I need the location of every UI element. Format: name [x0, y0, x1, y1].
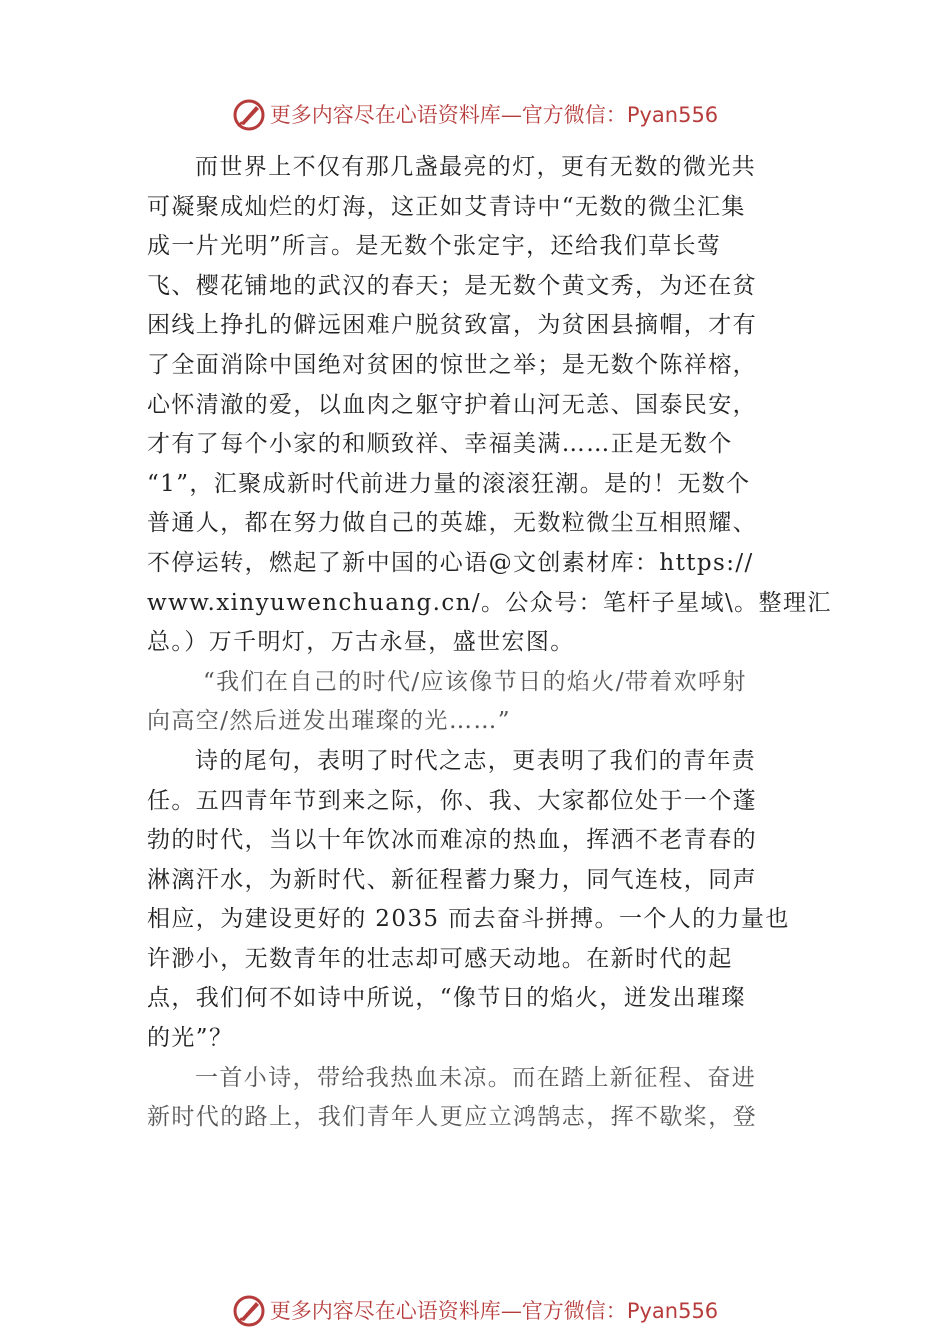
banner-wechat-id: Pyan556: [626, 103, 719, 127]
banner-dash: —: [500, 103, 522, 127]
text-line: 成一片光明”所言。是无数个张定宇，还给我们草长莺: [147, 233, 722, 260]
text-line: 新时代的路上，我们青年人更应立鸿鹄志，挥不歇桨，登: [147, 1104, 757, 1131]
quill-logo-icon: [232, 98, 266, 132]
text-line: 勃的时代，当以十年饮冰而难凉的热血，挥洒不老青春的: [147, 827, 757, 854]
text-line: 才有了每个小家的和顺致祥、幸福美满……正是无数个: [147, 431, 733, 458]
text-line: 的光”？: [147, 1025, 234, 1052]
text-line: “我们在自己的时代/应该像节日的焰火/带着欢呼射: [203, 668, 747, 695]
banner-sub-text: 官方微信：: [521, 1299, 627, 1323]
text-line: 飞、樱花铺地的武汉的春天；是无数个黄文秀，为还在贫: [147, 272, 757, 299]
footer-banner: [0, 1294, 950, 1328]
text-line: 一首小诗，带给我热血未凉。而在踏上新征程、奋进: [195, 1064, 757, 1091]
paragraph-3: [147, 742, 807, 1059]
text-line: 普通人，都在努力做自己的英雄，无数粒微尘互相照耀、: [147, 510, 757, 537]
text-line: 而世界上不仅有那几盏最亮的灯，更有无数的微光共: [195, 154, 757, 180]
article-body: [147, 148, 832, 1138]
text-line: 点，我们何不如诗中所说，“像节日的焰火，迸发出璀璨: [147, 985, 746, 1012]
text-line: www.xinyuwenchuang.cn/。公众号：笔杆子星域\。整理汇: [147, 589, 832, 616]
text-line: 心怀清澈的爱，以血肉之躯守护着山河无恙、国泰民安，: [147, 391, 757, 418]
banner-dash: —: [500, 1299, 522, 1323]
text-line: 困线上挣扎的僻远困难户脱贫致富，为贫困县摘帽，才有: [147, 312, 757, 339]
paragraph-1: [147, 148, 832, 663]
text-line: 可凝聚成灿烂的灯海，这正如艾青诗中“无数的微尘汇集: [147, 193, 746, 220]
text-line: “1”，汇聚成新时代前进力量的滚滚狂潮。是的！无数个: [147, 470, 751, 497]
text-line: 向高空/然后迸发出璀璨的光……”: [147, 708, 511, 735]
banner-main-text: 更多内容尽在心语资料库: [269, 103, 501, 127]
header-banner: [0, 98, 950, 132]
banner-wechat-id: Pyan556: [626, 1299, 719, 1323]
text-line: 任。五四青年节到来之际，你、我、大家都位处于一个蓬: [147, 787, 757, 814]
paragraph-2-quote: [147, 663, 807, 742]
banner-sub-text: 官方微信：: [521, 103, 627, 127]
text-line: 相应，为建设更好的 2035 而去奋斗拼搏。一个人的力量也: [147, 906, 790, 933]
text-line: 不停运转，燃起了新中国的心语@文创素材库：https://: [147, 549, 754, 576]
paragraph-4: [147, 1059, 807, 1138]
text-line: 了全面消除中国绝对贫困的惊世之举；是无数个陈祥榕，: [147, 351, 757, 378]
banner-main-text: 更多内容尽在心语资料库: [269, 1299, 501, 1323]
text-line: 淋漓汗水，为新时代、新征程蓄力聚力，同气连枝，同声: [147, 866, 757, 893]
quill-logo-icon: [232, 1294, 266, 1328]
text-line: 总。）万千明灯，万古永昼，盛世宏图。: [147, 629, 575, 656]
text-line: 许渺小，无数青年的壮志却可感天动地。在新时代的起: [147, 945, 733, 972]
text-line: 诗的尾句，表明了时代之志，更表明了我们的青年责: [195, 747, 757, 774]
